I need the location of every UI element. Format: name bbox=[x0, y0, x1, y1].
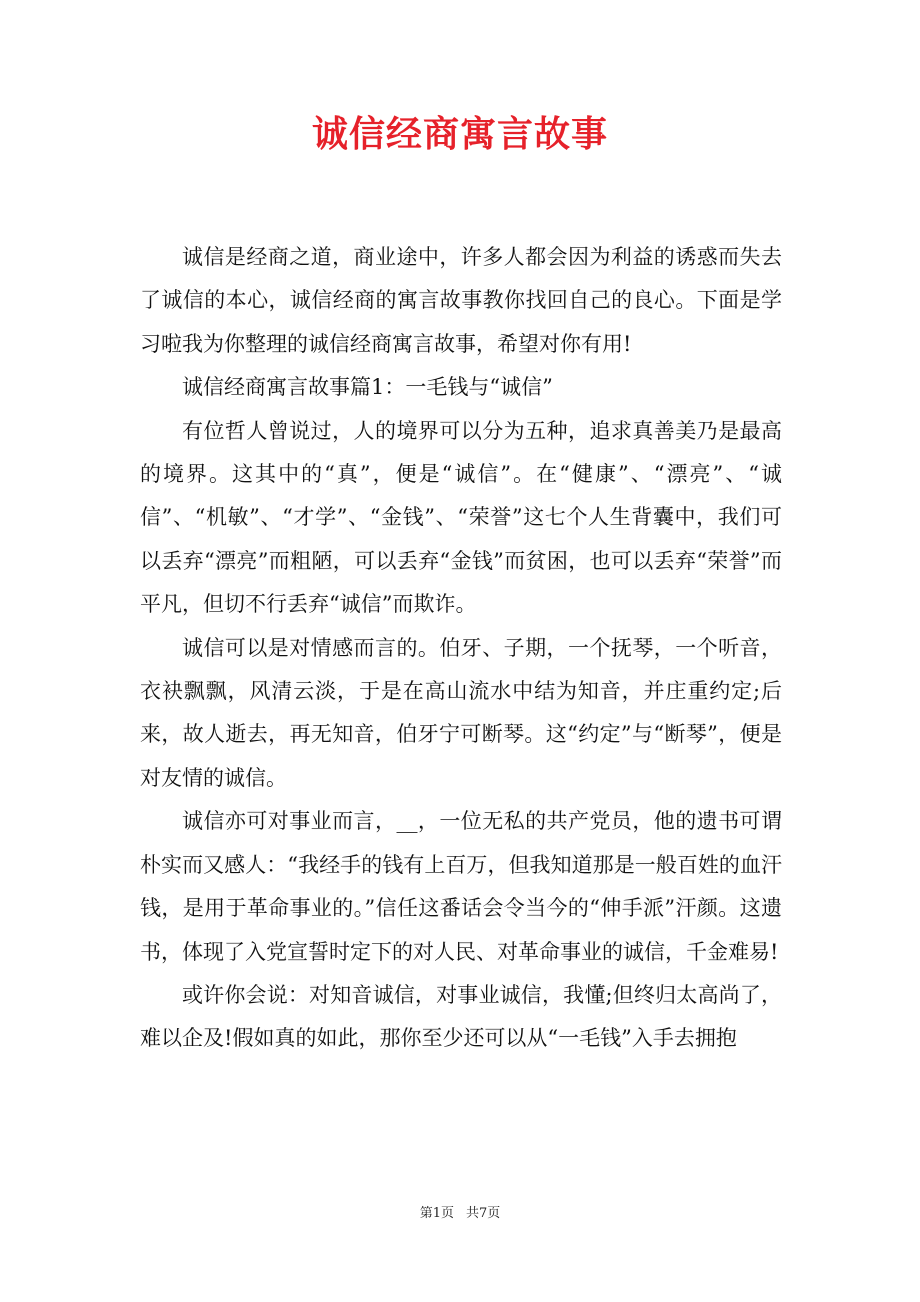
paragraph-philosopher: 有位哲人曾说过，人的境界可以分为五种，追求真善美乃是最高的境界。这其中的“真”，便是“诚信”。在“健康”、“漂亮”、“诚信”、“机敏”、“才学”、“金钱”、“荣誉”这七个人生背囊中，我们可以丢弃“漂亮”而粗陋，可以丢弃“金钱”而贫困，也可以丢弃“荣誉”而平凡，但切不行丢弃“诚信”而欺诈。 bbox=[140, 418, 782, 617]
paragraph-friendship: 诚信可以是对情感而言的。伯牙、子期，一个抚琴，一个听音，衣袂飘飘，风清云淡，于是在高山流水中结为知音，并庄重约定;后来，故人逝去，再无知音，伯牙宁可断琴。这“约定”与“断琴”，便是对友情的诚信。 bbox=[140, 635, 782, 790]
document-body bbox=[140, 236, 782, 1061]
paragraph-career: 诚信亦可对事业而言，__，一位无私的共产党员，他的遗书可谓朴实而又感人：“我经手的钱有上百万，但我知道那是一般百姓的血汗钱，是用于革命事业的。”信任这番话会令当今的“伸手派”汗颜。这遗书，体现了入党宣誓时定下的对人民、对革命事业的诚信，千金难易! bbox=[140, 809, 782, 964]
section-heading: 诚信经商寓言故事篇1：一毛钱与“诚信” bbox=[182, 375, 553, 400]
paragraph-one-cent: 或许你会说：对知音诚信，对事业诚信，我懂;但终归太高尚了，难以企及!假如真的如此，那你至少还可以从“一毛钱”入手去拥抱 bbox=[140, 982, 782, 1051]
page-footer bbox=[0, 1205, 920, 1223]
page-total: 共7页 bbox=[466, 1206, 501, 1221]
paragraph-intro: 诚信是经商之道，商业途中，许多人都会因为利益的诱惑而失去了诚信的本心，诚信经商的寓言故事教你找回自己的良心。下面是学习啦我为你整理的诚信经商寓言故事，希望对你有用! bbox=[140, 245, 782, 356]
document-title: 诚信经商寓言故事 bbox=[311, 113, 608, 155]
page-number: 第1页 bbox=[419, 1206, 454, 1221]
